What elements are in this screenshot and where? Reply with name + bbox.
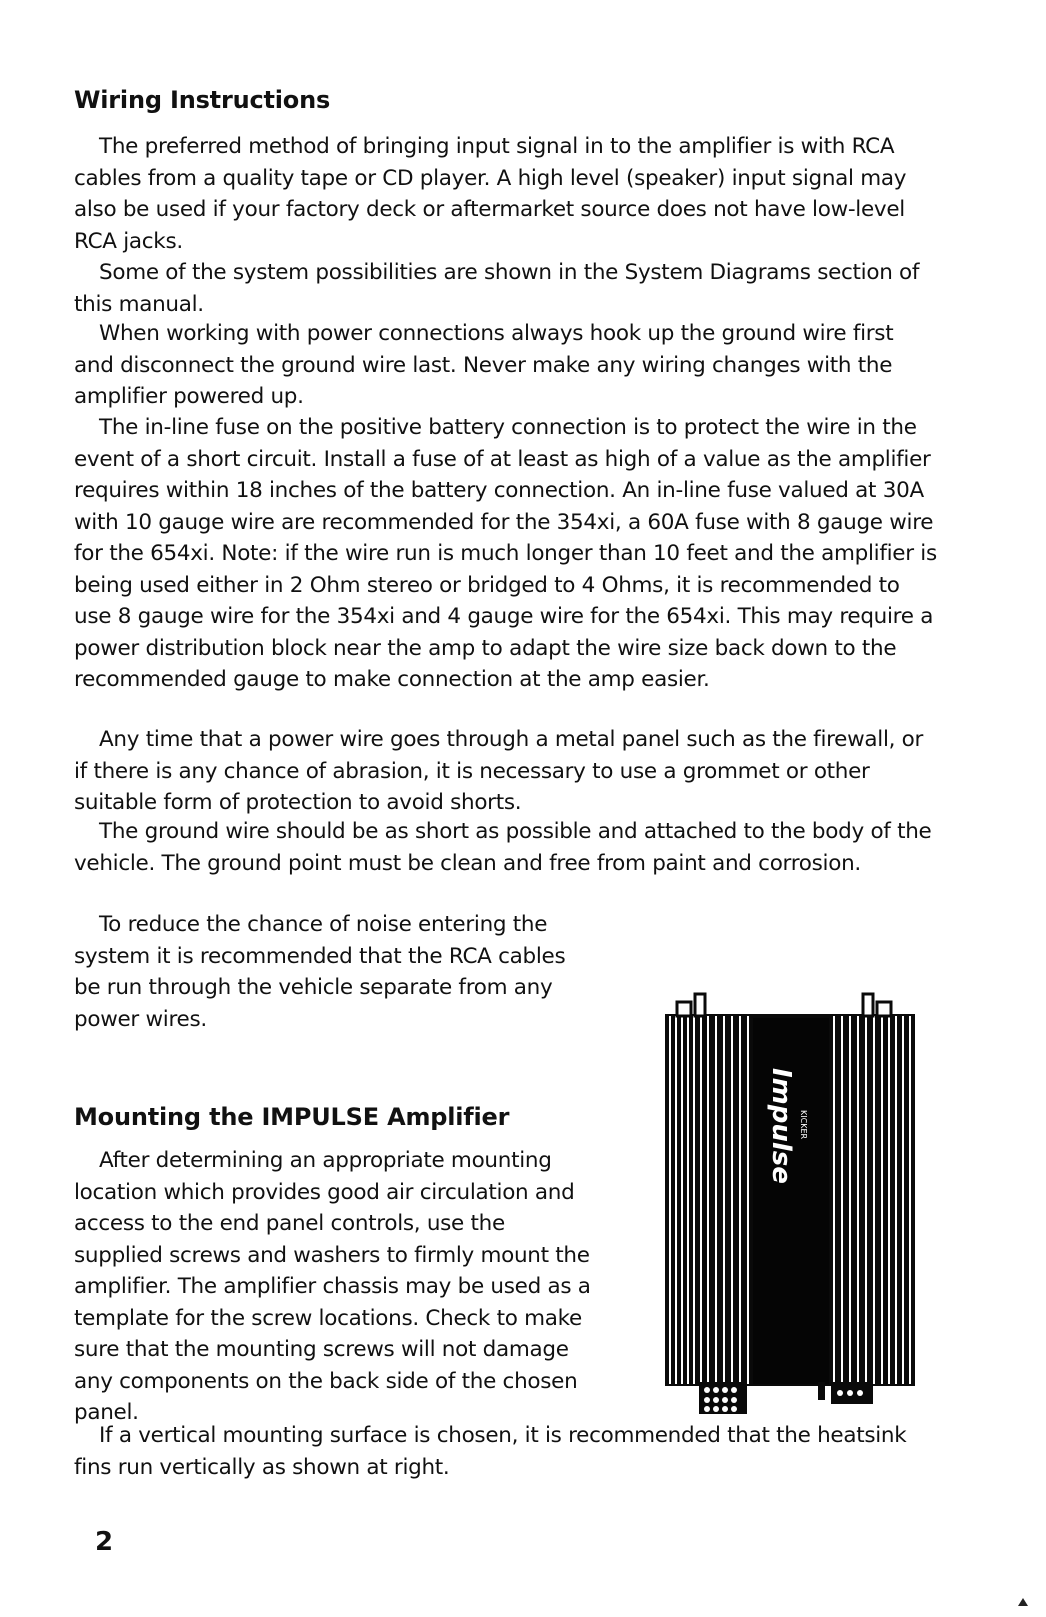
wiring-paragraph-6: The ground wire should be as short as possible and attached to the body of the vehicle. The ground point must be clean and free from paint and corrosion. bbox=[74, 819, 932, 876]
wiring-paragraph-7: To reduce the chance of noise entering the system it is recommended that the RCA cables be run through the vehicle separate from any power wires. bbox=[74, 912, 566, 1032]
mounting-paragraph-1: After determining an appropriate mounting location which provides good air circulation and access to the end panel controls, use the supplied screws and washers to firmly mount the amplifier. The amplifier chassis may be used as a template for the screw locations. Check to make sure that the mounting screws will not damage any components on the back side of the chosen panel. bbox=[74, 1148, 591, 1425]
wiring-paragraph-4: The in-line fuse on the positive battery connection is to protect the wire in the event of a short circuit. Install a fuse of at least as high of a value as the amplifier requires within 18 inches of the battery connection. An in-line fuse valued at 30A with 10 gauge wire are recommended for the 354xi, a 60A fuse with 8 gauge wire for the 654xi. Note: if the wire run is much longer than 10 feet and the amplifier is being used either in 2 Ohm stereo or bridged to 4 Ohms, it is recommended to use 8 gauge wire for the 354xi and 4 gauge wire for the 654xi. This may require a power distribution block near the amp to adapt the wire size back down to the recommended gauge to make connection at the amp easier. bbox=[74, 415, 937, 692]
wiring-paragraph-1: The preferred method of bringing input signal in to the amplifier is with RCA cables from a quality tape or CD player. A high level (speaker) input signal may also be used if your factory deck or aftermarket source does not have low-level RCA jacks. bbox=[74, 134, 907, 254]
section-heading-wiring: Wiring Instructions bbox=[74, 86, 331, 114]
page-number: 2 bbox=[95, 1527, 114, 1557]
section-heading-mounting: Mounting the IMPULSE Amplifier bbox=[74, 1103, 510, 1131]
wiring-paragraph-5: Any time that a power wire goes through a metal panel such as the firewall, or if there is any chance of abrasion, it is necessary to use a grommet or other suitable form of protection to avoid shorts. bbox=[74, 727, 924, 815]
maker-text: KICKER bbox=[799, 1110, 808, 1140]
wiring-paragraph-3: When working with power connections always hook up the ground wire first and disconnect the ground wire last. Never make any wiring changes with the amplifier powered up. bbox=[74, 321, 894, 409]
brand-logo-text: Impulse bbox=[766, 1068, 796, 1184]
corner-mark-icon bbox=[1018, 1598, 1028, 1606]
mounting-paragraph-2: If a vertical mounting surface is chosen, it is recommended that the heatsink fins run vertically as shown at right. bbox=[74, 1423, 907, 1480]
amplifier-illustration bbox=[655, 990, 925, 1420]
wiring-paragraph-2: Some of the system possibilities are shown in the System Diagrams section of this manual. bbox=[74, 260, 920, 317]
